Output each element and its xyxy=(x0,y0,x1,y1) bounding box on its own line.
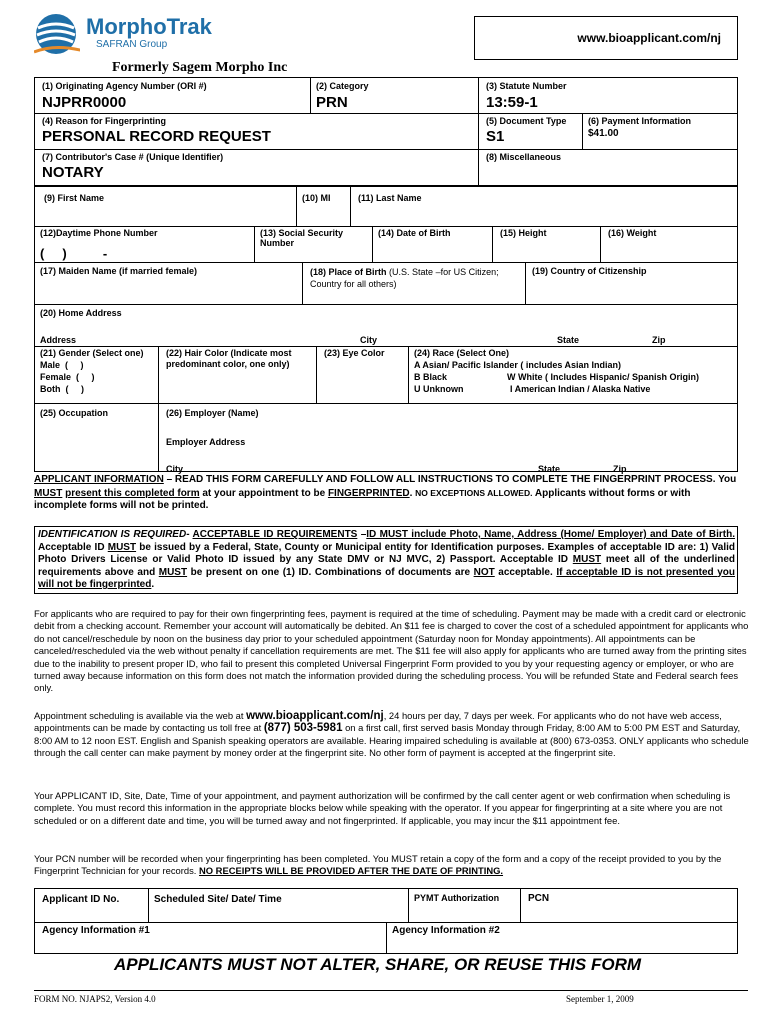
citizenship-label[interactable]: (19) Country of Citizenship xyxy=(532,266,647,276)
pob-note: (U.S. State –for US Citizen; Country for all others) xyxy=(310,267,499,289)
case-value[interactable]: NOTARY xyxy=(42,164,104,181)
id-requirements-text: IDENTIFICATION IS REQUIRED- ACCEPTABLE ID REQUIREMENTS –ID MUST include Photo, Name, Address (Home/ Employer) and Date of Birth. Acceptable ID MUST be issued by a Federal, State, County or Municipal entity for Identification purposes. Examples of acceptable ID are: 1) Valid Photo Drivers License or Valid Photo ID issued by any State DMV or NJ MVC, 2) Passport. Acceptable ID MUST meet all of the underlined requirements above and MUST be present on one (1) ID. Combinations of documents are NOT acceptable. If acceptable ID is not presented you will not be fingerprinted. xyxy=(38,529,736,590)
logo-sub: SAFRAN Group xyxy=(96,39,168,50)
pob-label[interactable] xyxy=(310,266,520,290)
emp-city-label: City xyxy=(166,464,184,474)
mi-label[interactable]: (10) MI xyxy=(302,193,331,203)
pcn-paragraph: Your PCN number will be recorded when your fingerprinting has been completed. You MUST retain a copy of the form and a copy of the receipt provided to you by the Fingerprint Technician for your records. NO RECEIPTS WILL BE PROVIDED AFTER THE DATE OF PRINTING. xyxy=(34,853,722,877)
category-label: (2) Category xyxy=(316,81,369,91)
gender-both[interactable]: Both ( ) xyxy=(40,384,84,394)
doc-type-label: (5) Document Type xyxy=(486,116,567,126)
emp-zip-label: Zip xyxy=(613,464,627,474)
phone-mask[interactable]: ( ) - xyxy=(40,246,108,261)
globe-logo-icon xyxy=(34,12,80,56)
formerly-title: Formerly Sagem Morpho Inc xyxy=(112,60,288,75)
payment-value[interactable]: $41.00 xyxy=(588,128,619,139)
misc-label: (8) Miscellaneous xyxy=(486,152,562,162)
case-label: (7) Contributor's Case # (Unique Identifier) xyxy=(42,152,224,162)
payment-label: (6) Payment Information xyxy=(588,116,692,126)
phone-label[interactable]: (12)Daytime Phone Number xyxy=(40,228,158,238)
website-link[interactable]: www.bioapplicant.com/nj xyxy=(577,31,721,45)
reason-value[interactable]: PERSONAL RECORD REQUEST xyxy=(42,128,271,145)
weight-label[interactable]: (16) Weight xyxy=(608,228,657,238)
gender-female[interactable]: Female ( ) xyxy=(40,372,95,382)
toll-free-phone: (877) 503-5981 xyxy=(263,722,343,735)
form-date: September 1, 2009 xyxy=(566,994,634,1004)
logo-name: MorphoTrak xyxy=(86,14,212,39)
race-a[interactable]: A Asian/ Pacific Islander ( includes Asian Indian) xyxy=(414,360,622,370)
morphotrak-logo xyxy=(34,12,234,58)
employer-address-label[interactable]: Employer Address xyxy=(166,437,246,447)
scheduling-paragraph: Appointment scheduling is available via the web at www.bioapplicant.com/nj, 24 hours per day, 7 days per week. For applicants who do not have web access, appointments can be made by contacting us toll free at (877) 503-5981 on a first call, first served basis Monday through Friday, 8:00 AM to 5:00 PM EST and Saturday, 8:00 AM to 12 noon EST. English and Spanish speaking operators are available. Hearing impaired scheduling is available at (800) 673-0353. ONLY applicants who schedule through the call center can make payment by money order at the fingerprint site. No other form of payment is accepted at the fingerprint site. xyxy=(34,710,749,759)
race-label: (24) Race (Select One) xyxy=(414,348,510,358)
hair-label[interactable]: (22) Hair Color (Indicate most predominant color, one only) xyxy=(166,348,292,369)
employer-label[interactable]: (26) Employer (Name) xyxy=(166,408,259,418)
occupation-label[interactable]: (25) Occupation xyxy=(40,408,109,418)
category-value[interactable]: PRN xyxy=(316,94,348,111)
pcn-field[interactable]: PCN xyxy=(528,893,550,904)
eye-label[interactable]: (23) Eye Color xyxy=(324,348,385,358)
payment-paragraph: For applicants who are required to pay for their own fingerprinting fees, payment is required at the time of scheduling. Payment may be made with a credit card or electronic debit from a checking account. Remember your account will automatically be debited. An $11 fee is charged to cover the cost of a scheduled appointment for applicants who do not cancel/reschedule by noon on the business day prior to your scheduled appointment (Saturday noon for Monday appointments). All appointments can be canceled/rescheduled via the web without penalty if cancellation requirements are met. The $11 fee will also apply for applicants who are turned away from the printing sites due to the inability to present proper ID, who fail to present this completed Universal Fingerprint Form provided to you by your requesting agency or employer, or who are turned away because information on this form does not match the information provided during the scheduling process. You will be refunded State and Federal search fees only. xyxy=(34,608,749,694)
applicant-info-text: APPLICANT INFORMATION – READ THIS FORM CAREFULLY AND FOLLOW ALL INSTRUCTIONS TO COMPLETE THE FINGERPRINT PROCESS. You MUST present this completed form at your appointment to be FINGERPRINTED. NO EXCEPTIONS ALLOWED. Applicants without forms or with incomplete forms will not be printed. xyxy=(34,474,737,511)
form-number: FORM NO. NJAPS2, Version 4.0 xyxy=(34,994,156,1004)
website-box xyxy=(474,16,738,60)
city-label: City xyxy=(360,335,378,345)
race-w[interactable]: W White ( Includes Hispanic/ Spanish Origin) xyxy=(507,372,700,382)
agency1-field[interactable]: Agency Information #1 xyxy=(42,925,150,936)
ssn-label[interactable]: (13) Social Security Number xyxy=(260,228,344,248)
first-name-label[interactable]: (9) First Name xyxy=(44,193,105,203)
state-label: State xyxy=(557,335,580,345)
gender-label: (21) Gender (Select one) xyxy=(40,348,144,358)
scheduled-field[interactable]: Scheduled Site/ Date/ Time xyxy=(154,894,282,905)
emp-state-label: State xyxy=(538,464,561,474)
dob-label[interactable]: (14) Date of Birth xyxy=(378,228,451,238)
home-address-label[interactable]: (20) Home Address xyxy=(40,308,122,318)
bioapplicant-link[interactable]: www.bioapplicant.com/nj xyxy=(246,710,384,722)
ori-value[interactable]: NJPRR0000 xyxy=(42,94,127,111)
applicant-id-field[interactable]: Applicant ID No. xyxy=(42,894,120,905)
warning-title: APPLICANTS MUST NOT ALTER, SHARE, OR REUSE THIS FORM xyxy=(114,955,642,974)
address-label: Address xyxy=(40,335,77,345)
statute-value[interactable]: 13:59-1 xyxy=(486,94,538,111)
pymt-field[interactable]: PYMT Authorization xyxy=(414,893,500,903)
confirmation-paragraph: Your APPLICANT ID, Site, Date, Time of your appointment, and payment authorization will be confirmed by the call center agent or web confirmation when scheduling is complete. You must record this information in the appropriate blocks below while speaking with the operator. If you appear for fingerprinting at a site where you are not scheduled or on a different date and time, you will be turned away and not fingerprinted. If applicable, you may incur the $11 appointment fee. xyxy=(34,790,731,826)
last-name-label[interactable]: (11) Last Name xyxy=(358,193,422,203)
gender-male[interactable]: Male ( ) xyxy=(40,360,84,370)
ori-label: (1) Originating Agency Number (ORI #) xyxy=(42,81,207,91)
height-label[interactable]: (15) Height xyxy=(500,228,547,238)
maiden-label[interactable]: (17) Maiden Name (if married female) xyxy=(40,266,198,276)
race-u[interactable]: U Unknown xyxy=(414,384,464,394)
race-i[interactable]: I American Indian / Alaska Native xyxy=(510,384,651,394)
zip-label: Zip xyxy=(652,335,666,345)
race-b[interactable]: B Black xyxy=(414,372,448,382)
doc-type-value[interactable]: S1 xyxy=(486,128,505,145)
pob-title: (18) Place of Birth xyxy=(310,267,387,277)
agency2-field[interactable]: Agency Information #2 xyxy=(392,925,500,936)
reason-label: (4) Reason for Fingerprinting xyxy=(42,116,167,126)
statute-label: (3) Statute Number xyxy=(486,81,567,91)
